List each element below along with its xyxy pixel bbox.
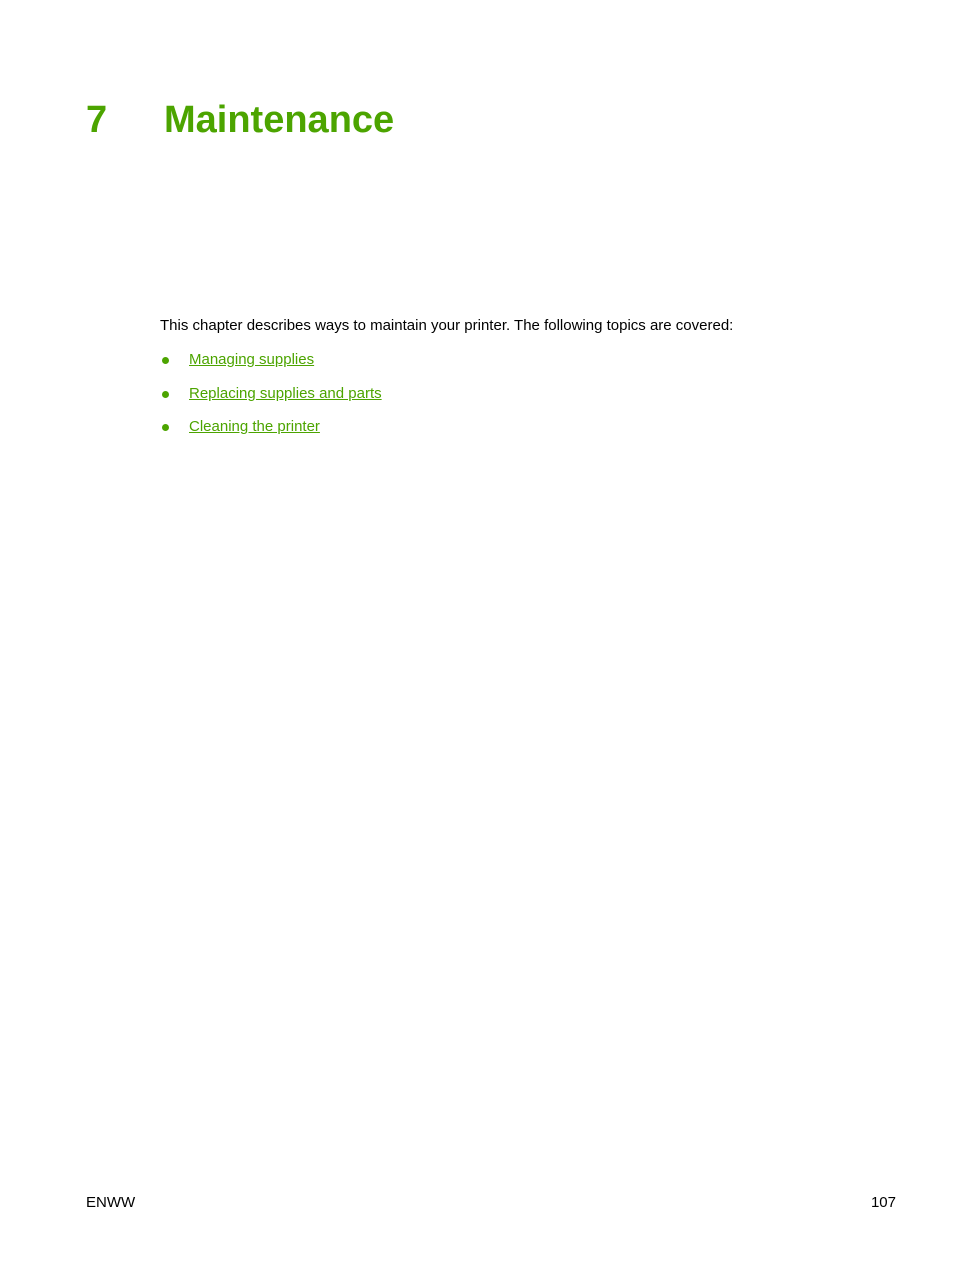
chapter-number: 7: [86, 99, 108, 141]
bullet-icon: [162, 424, 169, 431]
page-number: 107: [870, 1194, 896, 1211]
bullet-icon: [162, 391, 169, 398]
chapter-heading: [86, 96, 394, 144]
intro-paragraph: This chapter describes ways to maintain your printer. The following topics are covered:: [160, 317, 734, 334]
bullet-icon: [162, 357, 169, 364]
chapter-title: Maintenance: [164, 99, 395, 141]
topic-link-cleaning-printer[interactable]: Cleaning the printer: [189, 418, 320, 435]
footer-label: ENWW: [86, 1194, 136, 1211]
topic-link-replacing-supplies[interactable]: Replacing supplies and parts: [189, 384, 382, 402]
topic-link-managing-supplies[interactable]: Managing supplies: [189, 351, 315, 368]
